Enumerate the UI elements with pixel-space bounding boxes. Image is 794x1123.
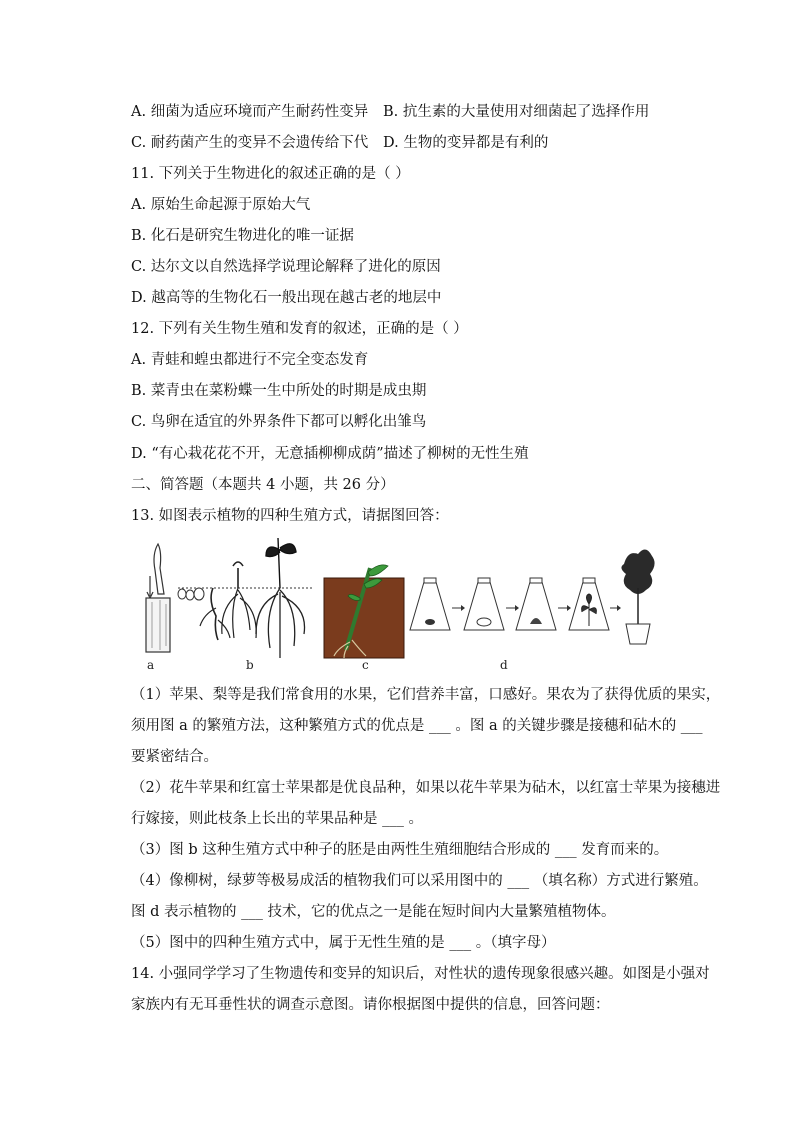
q12-option-a: A. 青蛙和蝗虫都进行不完全变态发育 [131,352,369,368]
q10-option-b: B. 抗生素的大量使用对细菌起了选择作用 [383,104,650,120]
q13-part3: （3）图 b 这种生殖方式中种子的胚是由两性生殖细胞结合形成的 ___ 发育而来的。 [131,842,669,858]
q14-stem-line1: 14. 小强同学学习了生物遗传和变异的知识后，对性状的遗传现象很感兴趣。如图是小强对 [131,966,710,982]
q11-option-b: B. 化石是研究生物进化的唯一证据 [131,228,354,244]
q12-option-d: D. “有心栽花花不开，无意插柳柳成荫”描述了柳树的无性生殖 [131,446,529,462]
cutting-illustration [324,565,404,658]
q13-part1-line3: 要紧密结合。 [131,749,218,765]
q12-option-b: B. 菜青虫在菜粉蝶一生中所处的时期是成虫期 [131,383,427,399]
q11-option-a: A. 原始生命起源于原始大气 [131,197,311,213]
figure-label-c: c [362,658,369,672]
seed-growth-illustration [178,538,313,658]
q13-part2-line1: （2）花牛苹果和红富士苹果都是优良品种，如果以花牛苹果为砧木，以红富士苹果为接穗进 [131,780,721,796]
grafting-illustration [146,544,170,652]
q13-stem: 13. 如图表示植物的四种生殖方式，请据图回答： [131,508,449,524]
q12-stem: 12. 下列有关生物生殖和发育的叙述，正确的是（ ） [131,321,468,337]
q13-part1-line2: 须用图 a 的繁殖方法，这种繁殖方式的优点是 ___ 。图 a 的关键步骤是接穗和砧木的 ___ [131,718,703,734]
q13-part4-line2: 图 d 表示植物的 ___ 技术，它的优点之一是能在短时间内大量繁殖植物体。 [131,904,616,920]
q10-option-c: C. 耐药菌产生的变异不会遗传给下代 [131,135,369,151]
q11-option-d: D. 越高等的生物化石一般出现在越古老的地层中 [131,290,442,306]
q11-stem: 11. 下列关于生物进化的叙述正确的是（ ） [131,166,410,182]
tissue-culture-illustration [410,549,655,644]
section-heading: 二、简答题（本题共 4 小题，共 26 分） [131,477,395,493]
q10-option-a: A. 细菌为适应环境而产生耐药性变异 [131,104,369,120]
plant-reproduction-figure [138,538,658,674]
q13-part2-line2: 行嫁接，则此枝条上长出的苹果品种是 ___ 。 [131,811,423,827]
q10-option-d: D. 生物的变异都是有利的 [383,135,549,151]
figure-label-b: b [246,658,254,672]
q14-stem-line2: 家族内有无耳垂性状的调查示意图。请你根据图中提供的信息，回答问题： [131,997,610,1013]
q12-option-c: C. 鸟卵在适宜的外界条件下都可以孵化出雏鸟 [131,414,427,430]
q13-part4-line1: （4）像柳树，绿萝等极易成活的植物我们可以采用图中的 ___ （填名称）方式进行繁殖。 [131,873,708,889]
q13-part5: （5）图中的四种生殖方式中，属于无性生殖的是 ___ 。（填字母） [131,935,556,951]
figure-label-a: a [147,658,155,672]
q11-option-c: C. 达尔文以自然选择学说理论解释了进化的原因 [131,259,441,275]
figure-label-d: d [500,658,508,672]
q13-part1-line1: （1）苹果、梨等是我们常食用的水果，它们营养丰富，口感好。果农为了获得优质的果实， [131,687,721,703]
